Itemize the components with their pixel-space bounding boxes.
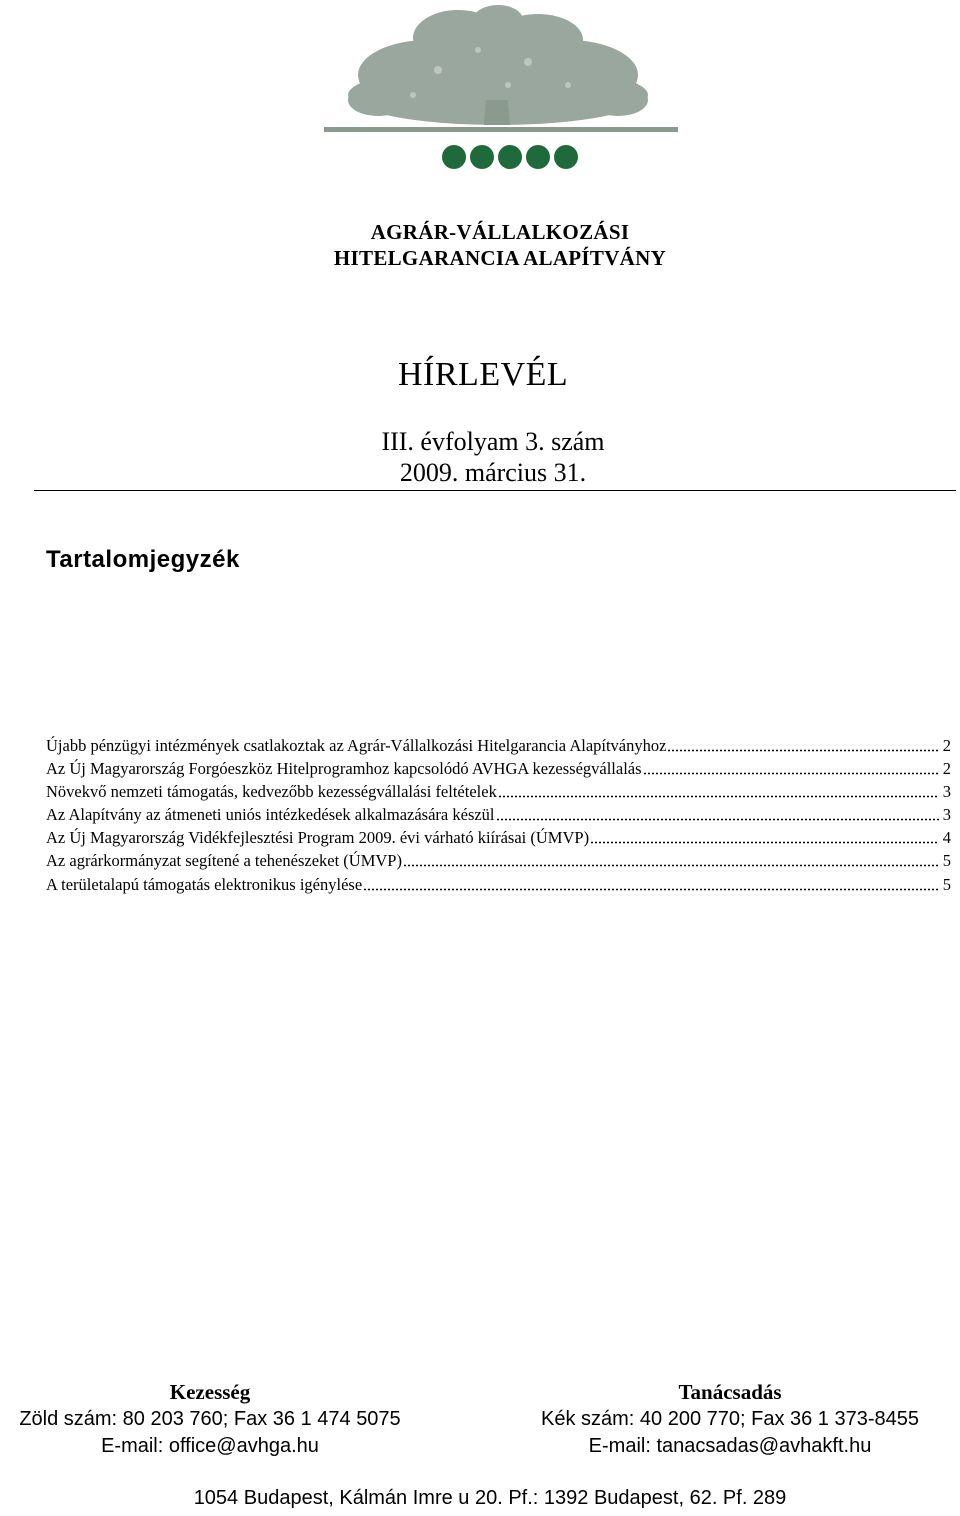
toc-heading: Tartalomjegyzék [46,546,240,573]
advice-heading: Tanácsadás [678,1380,782,1404]
toc-leader-dots [667,734,938,752]
toc-leader-dots [498,780,939,798]
guarantee-heading: Kezesség [169,1380,251,1404]
toc-entry-page[interactable]: 3 [942,805,951,825]
toc-entry-page[interactable]: 4 [942,828,951,848]
toc-leader-dots [496,803,939,821]
toc-entry-title[interactable]: Az Új Magyarország Forgóeszköz Hitelprogramhoz kapcsolódó AVHGA kezességvállalás [46,759,642,779]
toc-entry-page[interactable]: 2 [942,736,951,755]
toc-entry[interactable] [46,733,951,756]
issue-volume: III. évfolyam 3. szám [381,427,605,456]
oak-tree-logo-icon [318,0,678,190]
toc-entry[interactable] [46,779,951,802]
guarantee-phone: Zöld szám: 80 203 760; Fax 36 1 474 5075 [19,1408,401,1430]
toc-leader-dots [403,849,939,867]
toc-leader-dots [590,826,939,844]
postal-address: 1054 Budapest, Kálmán Imre u 20. Pf.: 1392 Budapest, 62. Pf. 289 [193,1487,787,1509]
newsletter-title: HÍRLEVÉL [398,356,569,393]
table-of-contents [46,733,951,895]
toc-entry[interactable] [46,848,951,871]
toc-entry-title[interactable]: Az Új Magyarország Vidékfejlesztési Program 2009. évi várható kiírásai (ÚMVP) [46,828,590,848]
toc-entry-title[interactable]: Az Alapítvány az átmeneti uniós intézkedések alkalmazására készül [46,805,495,825]
issue-date: 2009. március 31. [399,458,587,487]
toc-entry-page[interactable]: 5 [942,874,951,894]
toc-entry[interactable] [46,756,951,779]
toc-entry-title[interactable]: Az agrárkormányzat segítené a tehenészeket (ÚMVP) [46,851,402,871]
toc-entry[interactable] [46,872,951,895]
header-divider [34,490,956,491]
toc-entry[interactable] [46,825,951,848]
organization-name-line1: AGRÁR-VÁLLALKOZÁSI [370,220,630,244]
toc-entry-title[interactable]: A területalapú támogatás elektronikus igénylése [46,874,363,894]
toc-leader-dots [643,757,939,775]
toc-leader-dots [363,873,939,891]
guarantee-contact-block [0,1379,420,1460]
advice-email[interactable]: E-mail: tanacsadas@avhakft.hu [588,1435,872,1457]
guarantee-email[interactable]: E-mail: office@avhga.hu [101,1435,319,1457]
advice-contact-block [500,1379,960,1460]
organization-name-line2: HITELGARANCIA ALAPÍTVÁNY [333,246,667,270]
toc-entry[interactable] [46,802,951,825]
toc-entry-page[interactable]: 5 [942,851,951,871]
toc-entry-page[interactable]: 3 [942,782,951,802]
toc-entry-title[interactable]: Újabb pénzügyi intézmények csatlakoztak az Agrár-Vállalkozási Hitelgarancia Alapítványhoz [46,736,667,755]
toc-entry-title[interactable]: Növekvő nemzeti támogatás, kedvezőbb kezességvállalási feltételek [46,782,497,802]
toc-entry-page[interactable]: 2 [942,759,951,779]
advice-phone: Kék szám: 40 200 770; Fax 36 1 373-8455 [540,1408,920,1430]
